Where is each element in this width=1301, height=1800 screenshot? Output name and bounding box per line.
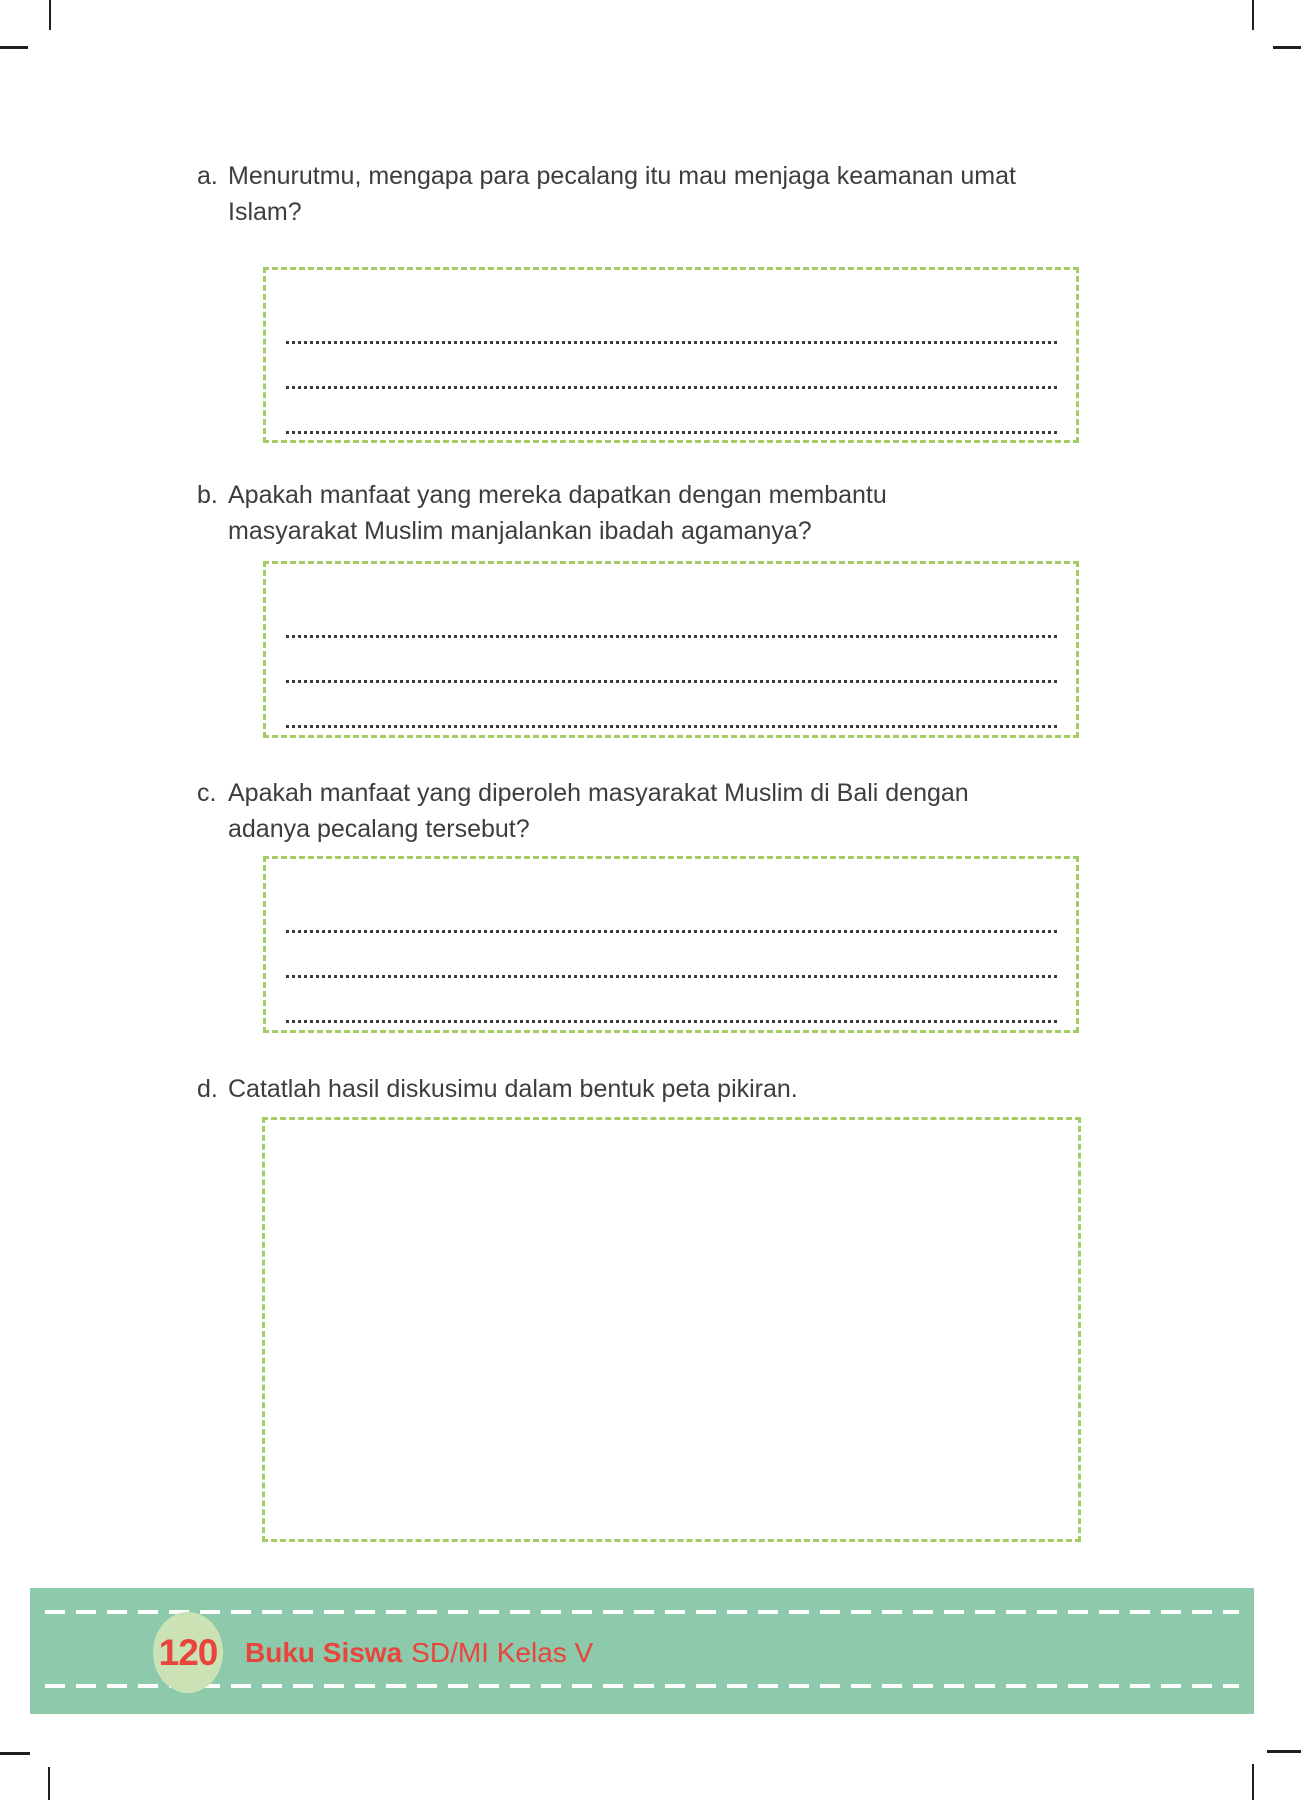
answer-line — [286, 389, 1057, 434]
crop-mark-top-left-horizontal — [0, 46, 28, 49]
book-title-grade: SD/MI Kelas V — [411, 1637, 594, 1668]
question-c-line-2: adanya pecalang tersebut? — [228, 815, 530, 843]
book-title — [245, 1637, 593, 1669]
crop-mark-top-right-horizontal — [1273, 46, 1301, 49]
question-a-line-2: Islam? — [228, 198, 302, 226]
question-d — [197, 1071, 1057, 1107]
crop-mark-bottom-left-vertical — [48, 1767, 50, 1800]
question-c-text — [228, 775, 1057, 847]
question-c-label: c. — [197, 779, 217, 807]
question-d-text — [228, 1071, 1057, 1107]
footer-band — [30, 1588, 1254, 1714]
crop-mark-bottom-right-horizontal — [1267, 1750, 1301, 1753]
question-b-line-2: masyarakat Muslim manjalankan ibadah agamanya? — [228, 517, 812, 545]
answer-line — [286, 888, 1057, 933]
answer-line — [286, 593, 1057, 638]
answer-line — [286, 638, 1057, 683]
book-title-series: Buku Siswa — [245, 1637, 403, 1668]
question-a-label: a. — [197, 162, 218, 190]
crop-mark-top-left-vertical — [49, 0, 51, 30]
crop-mark-bottom-right-vertical — [1252, 1764, 1254, 1800]
answer-box-d-mind-map — [262, 1117, 1081, 1542]
crop-mark-bottom-left-horizontal — [0, 1752, 30, 1755]
question-b — [197, 477, 1057, 549]
question-b-text — [228, 477, 1057, 549]
question-d-label: d. — [197, 1075, 218, 1103]
question-a-text — [228, 158, 1057, 230]
answer-box-a — [263, 267, 1079, 443]
answer-line — [286, 299, 1057, 344]
answer-lines-c — [286, 888, 1057, 1023]
question-b-line-1: Apakah manfaat yang mereka dapatkan dengan membantu — [228, 481, 887, 509]
page-number-badge — [153, 1612, 223, 1693]
question-b-label: b. — [197, 481, 218, 509]
crop-mark-top-right-vertical — [1252, 0, 1254, 30]
question-c-line-1: Apakah manfaat yang diperoleh masyarakat Muslim di Bali dengan — [228, 779, 969, 807]
answer-box-b — [263, 561, 1079, 738]
answer-line — [286, 933, 1057, 978]
question-d-line-1: Catatlah hasil diskusimu dalam bentuk peta pikiran. — [228, 1075, 798, 1103]
answer-lines-a — [286, 299, 1057, 434]
answer-line — [286, 344, 1057, 389]
question-a — [197, 158, 1057, 230]
answer-lines-b — [286, 593, 1057, 728]
answer-line — [286, 683, 1057, 728]
page-number: 120 — [158, 1631, 218, 1673]
question-c — [197, 775, 1057, 847]
footer-dashed-line-bottom — [45, 1684, 1239, 1688]
answer-box-c — [263, 856, 1079, 1033]
footer-dashed-line-top — [45, 1610, 1239, 1614]
answer-line — [286, 978, 1057, 1023]
question-a-line-1: Menurutmu, mengapa para pecalang itu mau menjaga keamanan umat — [228, 162, 1016, 190]
